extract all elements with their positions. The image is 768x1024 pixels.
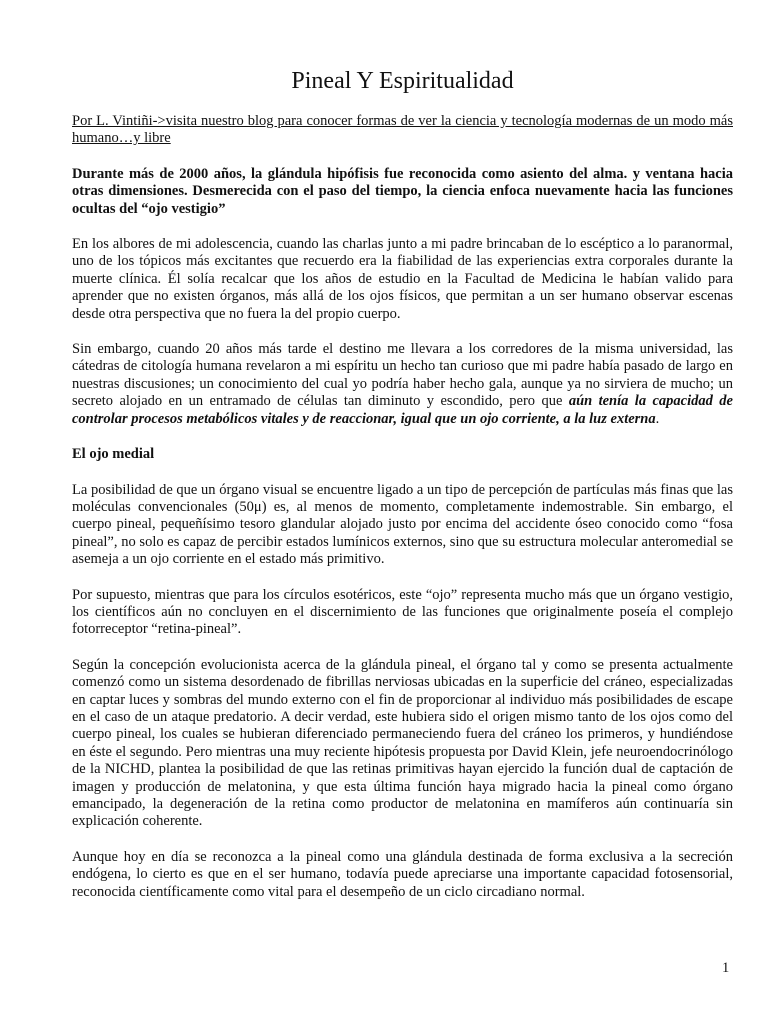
- paragraph-2-end: .: [655, 410, 660, 427]
- section-heading: El ojo medial: [72, 446, 155, 463]
- paragraph-2-emphasis: aún tenía la capacidad de controlar procesos metabólicos vitales y de reaccionar, igual que un ojo corriente, a la luz externa: [72, 393, 733, 427]
- paragraph-2-start: Sin embargo, cuando 20 años más tarde el destino me llevara a los corredores de la misma universidad, las cátedras de citología humana revelaron a mi espíritu un hecho tan curioso que mi padre había pasado de largo en nuestras discusiones; un conocimiento del cual yo podría haber hecho gala, aunque ya no sirviera de mucho; un secreto alojado en un entramado de células tan diminuto y escondido, pero que: [72, 341, 733, 410]
- page-title: Pineal Y Espiritualidad: [291, 68, 514, 94]
- byline-link[interactable]: Por L. Vintiñi->visita nuestro blog para conocer formas de ver la ciencia y tecnología modernas de un modo más humano…y libre: [72, 113, 733, 147]
- paragraph-4: Por supuesto, mientras que para los círculos esotéricos, este “ojo” representa mucho más que un órgano vestigio, los científicos aún no concluyen en el discernimiento de las funciones que originalmente poseía el complejo fotorreceptor “retina-pineal”.: [72, 586, 733, 638]
- lead-paragraph: Durante más de 2000 años, la glándula hipófisis fue reconocida como asiento del alma. y ventana hacia otras dimensiones. Desmerecida con el paso del tiempo, la ciencia enfoca nuevamente hacia las funciones ocultas del “ojo vestigio”: [72, 165, 733, 217]
- page-content: [72, 68, 733, 919]
- paragraph-3: La posibilidad de que un órgano visual se encuentre ligado a un tipo de percepción de partículas más finas que las moléculas convencionales (50μ) es, al menos de momento, completamente indemostrable. Sin embargo, el cuerpo pineal, pequeñísimo tesoro glandular alojado justo por encima del accidente óseo conocido como “fosa pineal”, no solo es capaz de percibir estados lumínicos externos, sino que su estructura molecular anteromedial se asemeja a un ojo corriente en el estado más primitivo.: [72, 481, 733, 568]
- paragraph-5: Según la concepción evolucionista acerca de la glándula pineal, el órgano tal y como se presenta actualmente comenzó como un sistema desordenado de fibrillas nerviosas ubicadas en la superficie del cráneo, especializadas en captar luces y sombras del mundo externo con el fin de proporcionar al individuo más posibilidades de escape en el caso de un ataque predatorio. A decir verdad, este hubiera sido el origen mismo tanto de los ojos como del cuerpo pineal, los cuales se hubieran diferenciado permaneciendo fuera del cráneo los primeros, y hundiéndose en éste el segundo. Pero mientras una muy reciente hipótesis propuesta por David Klein, jefe neuroendocrinólogo de la NICHD, plantea la posibilidad de que las retinas primitivas hayan ejercido la función dual de captación de imagen y producción de melatonina, y que esta última función haya migrado hacia la pineal como órgano emancipado, la degeneración de la retina como productor de melatonina en mamíferos aún continuaría sin explicación coherente.: [72, 656, 733, 830]
- paragraph-1: En los albores de mi adolescencia, cuando las charlas junto a mi padre brincaban de lo escéptico a lo paranormal, uno de los tópicos más excitantes que recuerdo era la fiabilidad de las experiencias extra corporales durante la muerte clínica. Él solía recalcar que los años de estudio en la Facultad de Medicina le habían valido para aprender que no existen órganos, más allá de los ojos físicos, que permitan a un ser humano observar escenas desde otra perspectiva que no fuera la del propio cuerpo.: [72, 236, 733, 322]
- paragraph-6: Aunque hoy en día se reconozca a la pineal como una glándula destinada de forma exclusiva a la secreción endógena, lo cierto es que en el ser humano, todavía puede apreciarse una importante capacidad fotosensorial, reconocida científicamente como vital para el desempeño de un ciclo circadiano normal.: [72, 848, 733, 900]
- paragraph-2: [72, 341, 733, 428]
- page-number: 1: [722, 960, 730, 976]
